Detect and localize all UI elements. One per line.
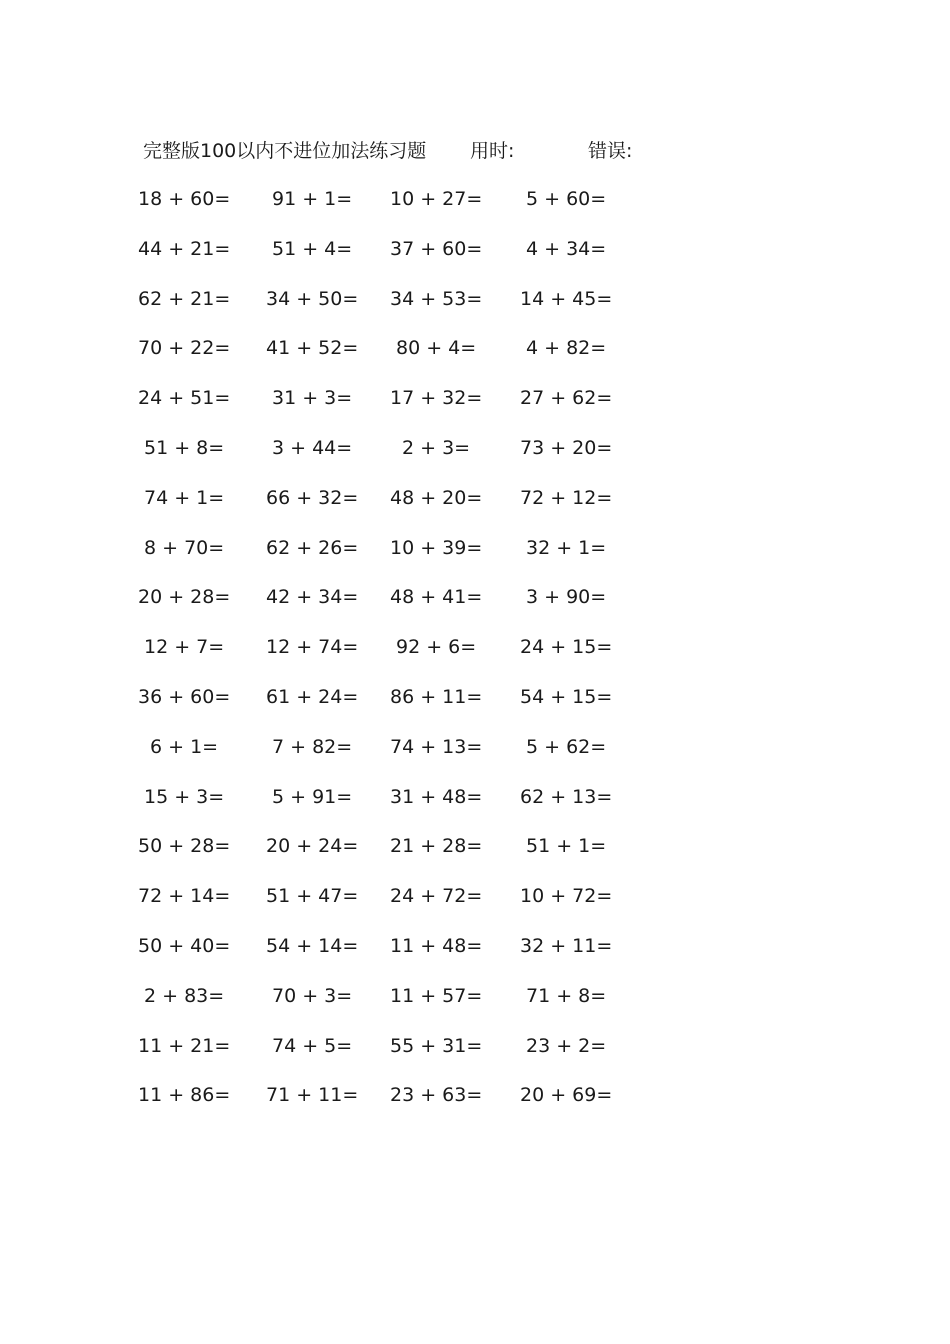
addition-problem: 10 + 72=: [520, 885, 613, 908]
problem-row: [0, 234, 950, 284]
addition-problem: 8 + 70=: [144, 536, 225, 559]
addition-problem: 18 + 60=: [138, 188, 231, 210]
addition-problem: 5 + 91=: [272, 785, 353, 808]
addition-problem: 51 + 1=: [526, 835, 607, 858]
problem-row: [0, 632, 950, 682]
addition-problem: 3 + 90=: [526, 586, 607, 609]
problem-row: [0, 483, 950, 533]
addition-problem: 3 + 44=: [272, 436, 353, 459]
addition-problem: 50 + 40=: [138, 934, 231, 957]
addition-problem: 51 + 8=: [144, 436, 225, 459]
addition-problem: 11 + 21=: [138, 1034, 231, 1057]
addition-problem: 20 + 69=: [520, 1084, 613, 1107]
addition-problem: 34 + 50=: [266, 287, 359, 310]
problem-row: [0, 881, 950, 931]
addition-problem: 2 + 83=: [144, 984, 225, 1007]
addition-problem: 62 + 13=: [520, 785, 613, 808]
addition-problem: 14 + 45=: [520, 287, 613, 310]
addition-problem: 71 + 8=: [526, 984, 607, 1007]
problem-row: [0, 682, 950, 732]
addition-problem: 24 + 72=: [390, 885, 483, 908]
addition-problem: 92 + 6=: [396, 636, 477, 659]
addition-problem: 41 + 52=: [266, 337, 359, 360]
problem-row: [0, 582, 950, 632]
addition-problem: 44 + 21=: [138, 237, 231, 260]
addition-problem: 17 + 32=: [390, 387, 483, 410]
problem-row: [0, 931, 950, 981]
addition-problem: 12 + 7=: [144, 636, 225, 659]
addition-problem: 74 + 13=: [390, 735, 483, 758]
addition-problem: 4 + 34=: [526, 237, 607, 260]
addition-problem: 11 + 48=: [390, 934, 483, 957]
addition-problem: 5 + 60=: [526, 188, 607, 210]
addition-problem: 70 + 22=: [138, 337, 231, 360]
addition-problem: 48 + 41=: [390, 586, 483, 609]
addition-problem: 72 + 12=: [520, 486, 613, 509]
addition-problem: 21 + 28=: [390, 835, 483, 858]
addition-problem: 11 + 86=: [138, 1084, 231, 1107]
addition-problem: 12 + 74=: [266, 636, 359, 659]
addition-problem: 32 + 1=: [526, 536, 607, 559]
addition-problem: 11 + 57=: [390, 984, 483, 1007]
error-label: 错误:: [588, 140, 633, 162]
problem-row: [0, 284, 950, 334]
addition-problem: 51 + 47=: [266, 885, 359, 908]
addition-problem: 15 + 3=: [144, 785, 225, 808]
addition-problem: 48 + 20=: [390, 486, 483, 509]
addition-problem: 2 + 3=: [402, 436, 471, 459]
problem-row: [0, 1080, 950, 1130]
addition-problem: 54 + 15=: [520, 685, 613, 708]
addition-problem: 10 + 39=: [390, 536, 483, 559]
addition-problem: 7 + 82=: [272, 735, 353, 758]
addition-problem: 5 + 62=: [526, 735, 607, 758]
addition-problem: 80 + 4=: [396, 337, 477, 360]
addition-problem: 70 + 3=: [272, 984, 353, 1007]
addition-problem: 50 + 28=: [138, 835, 231, 858]
addition-problem: 74 + 1=: [144, 486, 225, 509]
problem-row: [0, 981, 950, 1031]
addition-problem: 86 + 11=: [390, 685, 483, 708]
addition-problem: 31 + 48=: [390, 785, 483, 808]
addition-problem: 34 + 53=: [390, 287, 483, 310]
problem-row: [0, 732, 950, 782]
addition-problem: 27 + 62=: [520, 387, 613, 410]
problem-row: [0, 333, 950, 383]
addition-problem: 10 + 27=: [390, 188, 483, 210]
addition-problem: 62 + 26=: [266, 536, 359, 559]
problem-row: [0, 433, 950, 483]
time-label: 用时:: [470, 140, 515, 162]
problem-row: [0, 383, 950, 433]
problem-row: [0, 1031, 950, 1081]
problem-row: [0, 533, 950, 583]
addition-problem: 73 + 20=: [520, 436, 613, 459]
problem-grid: [0, 184, 950, 1130]
addition-problem: 24 + 15=: [520, 636, 613, 659]
addition-problem: 91 + 1=: [272, 188, 353, 210]
addition-problem: 61 + 24=: [266, 685, 359, 708]
addition-problem: 71 + 11=: [266, 1084, 359, 1107]
addition-problem: 20 + 24=: [266, 835, 359, 858]
addition-problem: 23 + 2=: [526, 1034, 607, 1057]
addition-problem: 4 + 82=: [526, 337, 607, 360]
addition-problem: 62 + 21=: [138, 287, 231, 310]
addition-problem: 23 + 63=: [390, 1084, 483, 1107]
addition-problem: 32 + 11=: [520, 934, 613, 957]
problem-row: [0, 782, 950, 832]
addition-problem: 72 + 14=: [138, 885, 231, 908]
addition-problem: 6 + 1=: [150, 735, 219, 758]
addition-problem: 31 + 3=: [272, 387, 353, 410]
addition-problem: 42 + 34=: [266, 586, 359, 609]
addition-problem: 55 + 31=: [390, 1034, 483, 1057]
problem-row: [0, 184, 950, 234]
addition-problem: 20 + 28=: [138, 586, 231, 609]
addition-problem: 36 + 60=: [138, 685, 231, 708]
worksheet-title: 完整版100以内不进位加法练习题: [143, 140, 427, 162]
worksheet-header: [143, 136, 703, 166]
addition-problem: 37 + 60=: [390, 237, 483, 260]
addition-problem: 66 + 32=: [266, 486, 359, 509]
addition-problem: 74 + 5=: [272, 1034, 353, 1057]
addition-problem: 54 + 14=: [266, 934, 359, 957]
addition-problem: 24 + 51=: [138, 387, 231, 410]
problem-row: [0, 831, 950, 881]
addition-problem: 51 + 4=: [272, 237, 353, 260]
